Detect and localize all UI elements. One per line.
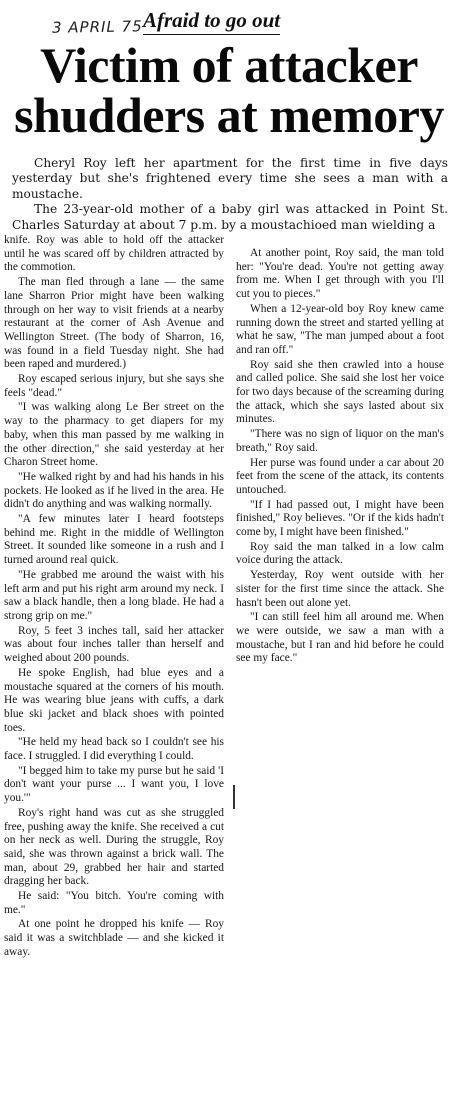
body-paragraph: "There was no sign of liquor on the man's breath," Roy said.	[236, 428, 444, 454]
body-paragraph: "I was walking along Le Ber street on the way to the pharmacy to get diapers for my baby, when this man passed by me walking in the other direction," she said yesterday at her Charon Street home.	[4, 401, 224, 469]
body-paragraph: knife. Roy was able to hold off the attacker until he was scared off by children attracted by the commotion.	[4, 234, 224, 274]
body-paragraph: "He held my head back so I couldn't see his face. I struggled. I did everything I could.	[4, 736, 224, 763]
body-paragraph: Yesterday, Roy went outside with her sister for the first time since the attack. She hasn't been out alone yet.	[236, 569, 444, 609]
body-paragraph: "I begged him to take my purse but he said 'I don't want your purse ... I want you, I love you.'"	[4, 764, 224, 805]
lede-paragraph: Cheryl Roy left her apartment for the first time in five days yesterday but she's frightened every time she sees a man with a moustache.	[12, 156, 448, 201]
body-paragraph: "He walked right by and had his hands in his pockets. He looked as if he lived in the area. He didn't do anything and was walking normally.	[4, 470, 224, 511]
body-paragraph: "I can still feel him all around me. When we were outside, we saw a man with a moustache, but I ran and hid before he could see my face."	[236, 611, 444, 665]
right-column	[236, 247, 444, 667]
headline	[0, 37, 458, 143]
left-column	[4, 234, 224, 961]
body-paragraph: At another point, Roy said, the man told her: "You're dead. You're not getting away from me. When I get through with you I'll cut you to pieces."	[236, 247, 444, 301]
headline-line-2: shudders at memory	[14, 87, 444, 143]
body-paragraph: "A few minutes later I heard footsteps behind me. Right in the middle of Wellington Street. It sounded like someone in a rush and I turned around real quick.	[4, 513, 224, 567]
lede-paragraph: The 23-year-old mother of a baby girl was attacked in Point St. Charles Saturday at about 7 p.m. by a moustachioed man wielding a	[12, 202, 448, 232]
body-paragraph: Roy said the man talked in a low calm voice during the attack.	[236, 540, 444, 567]
handwritten-date: 3 APRIL 75	[51, 17, 143, 37]
body-paragraph: The man fled through a lane — the same lane Sharron Prior might have been walking through on her way to visit friends at a nearby restaurant at the corner of Ash Avenue and Wellington Street. (The body of Sharron, 16, was found in a field Tuesday night. She had been raped and murdered.)	[4, 276, 224, 371]
body-paragraph: When a 12-year-old boy Roy knew came running down the street and started yelling at what he saw, "The man jumped about a foot and ran off."	[236, 302, 444, 356]
kicker-headline: Afraid to go out	[143, 8, 280, 35]
body-paragraph: Roy escaped serious injury, but she says she feels "dead."	[4, 373, 224, 399]
body-paragraph: Roy's right hand was cut as she struggled free, pushing away the knife. She received a cut on her neck as well. During the struggle, Roy said, she was thrown against a brick wall. The man, about 29, grabbed her hair and started dragging her back.	[4, 806, 224, 888]
body-paragraph: "If I had passed out, I might have been finished," Roy believes. "Or if the kids hadn't come by, I might have been finished."	[236, 498, 444, 539]
body-paragraph: Roy said she then crawled into a house and called police. She said she lost her voice for two days because of the screaming during the attack, which she says lasted about six minutes.	[236, 358, 444, 426]
body-paragraph: "He grabbed me around the waist with his left arm and put his right arm around my neck. I saw a black handle, then a long blade. He had a strong grip on me."	[4, 568, 224, 622]
body-paragraph: He said: "You bitch. You're coming with me."	[4, 890, 224, 916]
body-paragraph: He spoke English, had blue eyes and a moustache squared at the corners of his mouth. He was wearing blue jeans with cuffs, a dark blue ski jacket and black shoes with pointed toes.	[4, 666, 224, 734]
headline-line-1: Victim of attacker	[40, 37, 418, 93]
lede	[12, 156, 448, 233]
body-paragraph: Roy, 5 feet 3 inches tall, said her attacker was about four inches taller than herself and weighed about 200 pounds.	[4, 624, 224, 665]
body-paragraph: At one point he dropped his knife — Roy said it was a switchblade — and she kicked it away.	[4, 918, 224, 958]
body-paragraph: Her purse was found under a car about 20 feet from the scene of the attack, its contents untouched.	[236, 456, 444, 496]
print-speck	[233, 785, 235, 809]
